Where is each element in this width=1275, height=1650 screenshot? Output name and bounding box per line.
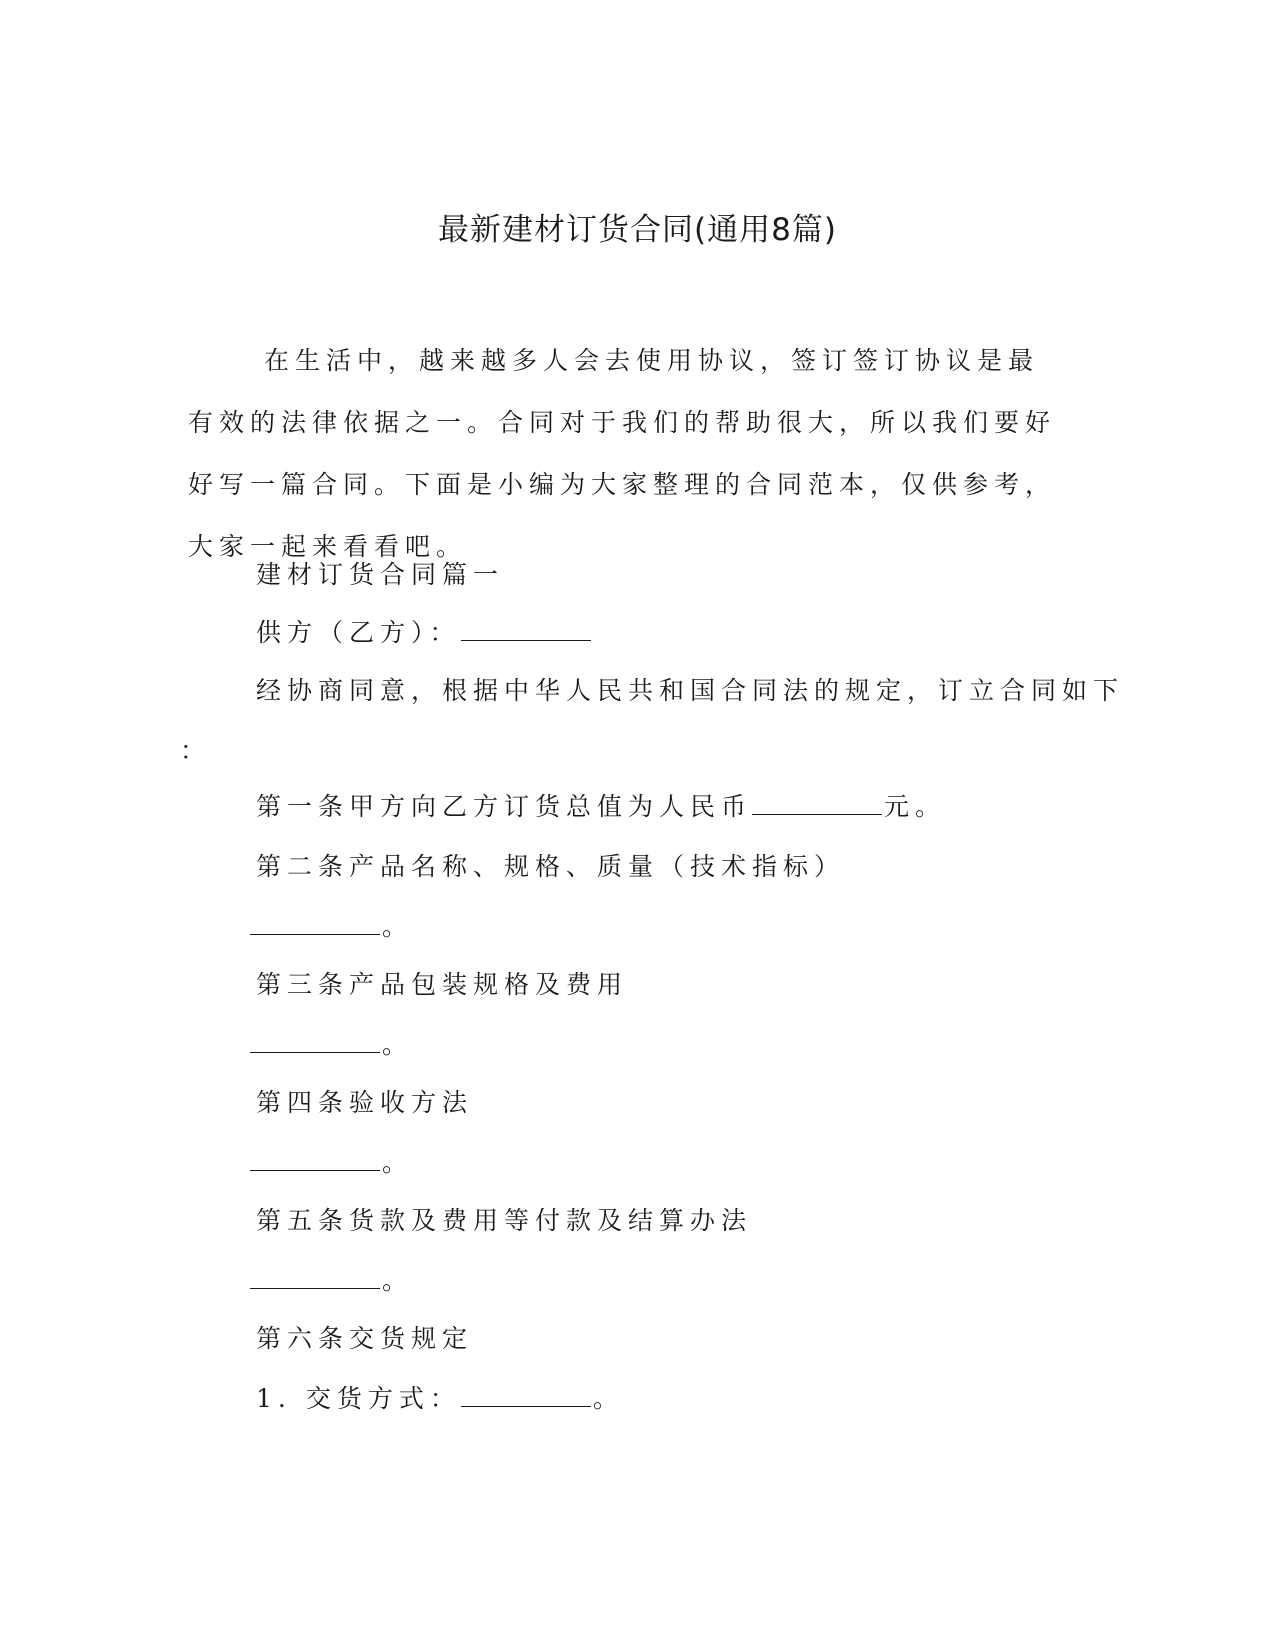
article-2-period: 。 — [382, 912, 414, 941]
agreement-line: 经协商同意，根据中华人民共和国合同法的规定，订立合同如下 — [256, 676, 1125, 705]
section-heading: 建材订货合同篇一 — [256, 560, 505, 589]
article-3-blank — [250, 1028, 380, 1053]
article-1 — [256, 790, 946, 824]
supplier-line — [256, 616, 591, 650]
article-2-answer — [250, 910, 413, 944]
delivery-item-blank — [461, 1382, 591, 1407]
article-5-period: 。 — [382, 1266, 414, 1295]
article-2: 第二条产品名称、规格、质量（技术指标） — [256, 852, 846, 881]
article-5-answer — [250, 1264, 413, 1298]
document-title: 最新建材订货合同(通用8篇) — [438, 212, 837, 248]
delivery-item-label: 交货方式： — [305, 1384, 461, 1413]
article-3-period: 。 — [382, 1030, 414, 1059]
article-4-blank — [250, 1146, 380, 1171]
delivery-item-number: 1. — [256, 1384, 292, 1413]
article-1-text: 第一条甲方向乙方订货总值为人民币 — [256, 792, 753, 821]
agreement-line-continuation: ： — [180, 736, 212, 765]
article-2-blank — [250, 910, 380, 935]
article-3: 第三条产品包装规格及费用 — [256, 970, 629, 999]
article-4-period: 。 — [382, 1148, 414, 1177]
article-4-answer — [250, 1146, 413, 1180]
supplier-blank — [461, 616, 591, 641]
article-4: 第四条验收方法 — [256, 1088, 474, 1117]
article-5-blank — [250, 1264, 380, 1289]
article-1-blank — [752, 790, 882, 815]
article-5: 第五条货款及费用等付款及结算办法 — [256, 1206, 753, 1235]
supplier-label: 供方（乙方）： — [256, 618, 461, 647]
article-1-suffix: 元。 — [884, 792, 947, 821]
article-6: 第六条交货规定 — [256, 1324, 474, 1353]
intro-paragraph: 在生活中，越来越多人会去使用协议，签订签订协议是最有效的法律依据之一。合同对于我们的帮助很大，所以我们要好好写一篇合同。下面是小编为大家整理的合同范本，仅供参考，大家一起来看看吧。 — [188, 346, 1057, 561]
delivery-item-period: 。 — [592, 1384, 624, 1413]
delivery-item — [256, 1382, 624, 1416]
article-3-answer — [250, 1028, 413, 1062]
